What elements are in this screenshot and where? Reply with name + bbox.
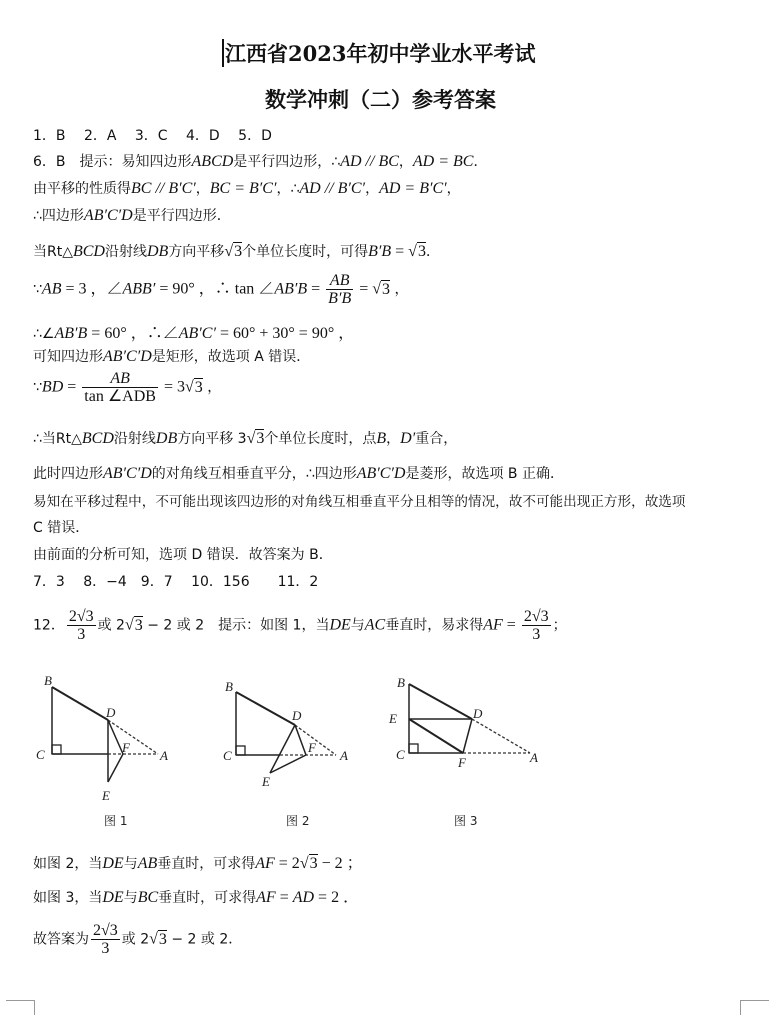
figure-2 bbox=[223, 679, 348, 828]
q6-line10: 此时四边形AB′C′D的对角线互相垂直平分，∴四边形AB′C′D是菱形，故选项 B 正确． bbox=[33, 465, 564, 482]
fig3-label-a: A bbox=[530, 750, 538, 765]
q6-line2: 由平移的性质得BC // B′C′，BC = B′C′，∴AD // B′C′，AD = B′C′， bbox=[33, 180, 461, 197]
fig3-label-b: B bbox=[397, 675, 405, 690]
fig2-caption: 图 2 bbox=[286, 814, 310, 828]
page-corner-mark-left bbox=[6, 1000, 35, 1015]
fig2-label-d: D bbox=[292, 708, 302, 723]
fig3-label-f: F bbox=[458, 755, 466, 770]
doc-subtitle: 数学冲刺（二）参考答案 bbox=[265, 87, 496, 112]
q6-line4: 当Rt△BCD沿射线DB方向平移√3个单位长度时，可得B′B = √3． bbox=[33, 243, 440, 260]
fraction-ab-over-bprimeb: $\frac{AB}{B'B}$ bbox=[328, 272, 352, 307]
q12-line1: 12． $\frac{2√3}{3}$ 或 2√3 − 2 或 2 提示：如图 1，当DE与AC垂直时，易求得AF = $\frac{2√3}{3}$ ； bbox=[33, 608, 567, 643]
q6-line11: 易知在平移过程中，不可能出现该四边形的对角线互相垂直平分且相等的情况，故不可能出现正方形，故选项 bbox=[33, 494, 686, 510]
fig1-label-a: A bbox=[160, 748, 168, 763]
q6-line5: ∵AB = 3 ，∠ABB′ = 90° ，∴ tan ∠AB′B = $\frac{AB}{B'B}$ = √3 ， bbox=[33, 272, 409, 307]
q6-line13: 由前面的分析可知，选项 D 错误．故答案为 B． bbox=[33, 547, 333, 563]
fig2-label-b: B bbox=[225, 679, 233, 694]
fig3-caption: 图 3 bbox=[454, 814, 478, 828]
figure-1 bbox=[36, 673, 168, 828]
fig1-label-c: C bbox=[36, 747, 45, 762]
q6-line7: 可知四边形AB′C′D是矩形，故选项 A 错误． bbox=[33, 348, 311, 365]
fig3-label-d: D bbox=[473, 706, 483, 721]
fig1-label-f: F bbox=[122, 740, 130, 755]
figure-3 bbox=[388, 675, 538, 828]
fraction-2root3-over-3: $\frac{2√3}{3}$ bbox=[68, 608, 94, 643]
q6-line3: ∴四边形AB′C′D是平行四边形． bbox=[33, 207, 231, 224]
q12-final: 故答案为 $\frac{2√3}{3}$ 或 2√3 − 2 或 2． bbox=[33, 922, 243, 957]
text-cursor bbox=[222, 39, 224, 67]
fraction-final: $\frac{2√3}{3}$ bbox=[93, 922, 118, 957]
page-corner-mark-right bbox=[740, 1000, 769, 1015]
q6-line1: 6．B 提示：易知四边形ABCD是平行四边形，∴AD // BC，AD = BC． bbox=[33, 153, 488, 170]
fig2-label-e: E bbox=[262, 774, 270, 789]
fraction-ab-over-tan: $\frac{AB}{\text{tan ∠ADB}}$ bbox=[84, 370, 156, 405]
q6-line9: ∴当Rt△BCD沿射线DB方向平移 3√3个单位长度时，点B，D′重合， bbox=[33, 430, 458, 447]
q6-line12: C 错误． bbox=[33, 520, 90, 536]
q6-line6: ∴∠AB′B = 60° ，∴∠AB′C′ = 60° + 30° = 90° ， bbox=[33, 325, 355, 342]
fraction-af-value: $\frac{2√3}{3}$ bbox=[523, 608, 549, 643]
fig2-label-a: A bbox=[340, 748, 348, 763]
answers-7-11: 7．3 8．−4 9．7 10．156 11．2 bbox=[33, 574, 319, 590]
fig3-label-c: C bbox=[396, 747, 405, 762]
fig1-label-b: B bbox=[44, 673, 52, 688]
doc-title: 江西省2023年初中学业水平考试 bbox=[225, 41, 536, 66]
q12-line2: 如图 2，当DE与AB垂直时，可求得AF = 2√3 − 2 ； bbox=[33, 855, 363, 872]
figures-panel bbox=[30, 670, 550, 830]
fig3-label-e: E bbox=[389, 711, 397, 726]
fig1-label-e: E bbox=[102, 788, 110, 803]
fig2-label-f: F bbox=[308, 740, 316, 755]
answers-1-5: 1．B 2．A 3．C 4．D 5．D bbox=[33, 128, 272, 144]
q12-line3: 如图 3，当DE与BC垂直时，可求得AF = AD = 2 ． bbox=[33, 889, 360, 906]
fig1-label-d: D bbox=[106, 705, 116, 720]
q6-line8: ∵BD = $\frac{AB}{\text{tan ∠ADB}}$ = 3√3 ， bbox=[33, 370, 222, 405]
fig2-label-c: C bbox=[223, 748, 232, 763]
fig1-caption: 图 1 bbox=[104, 814, 128, 828]
